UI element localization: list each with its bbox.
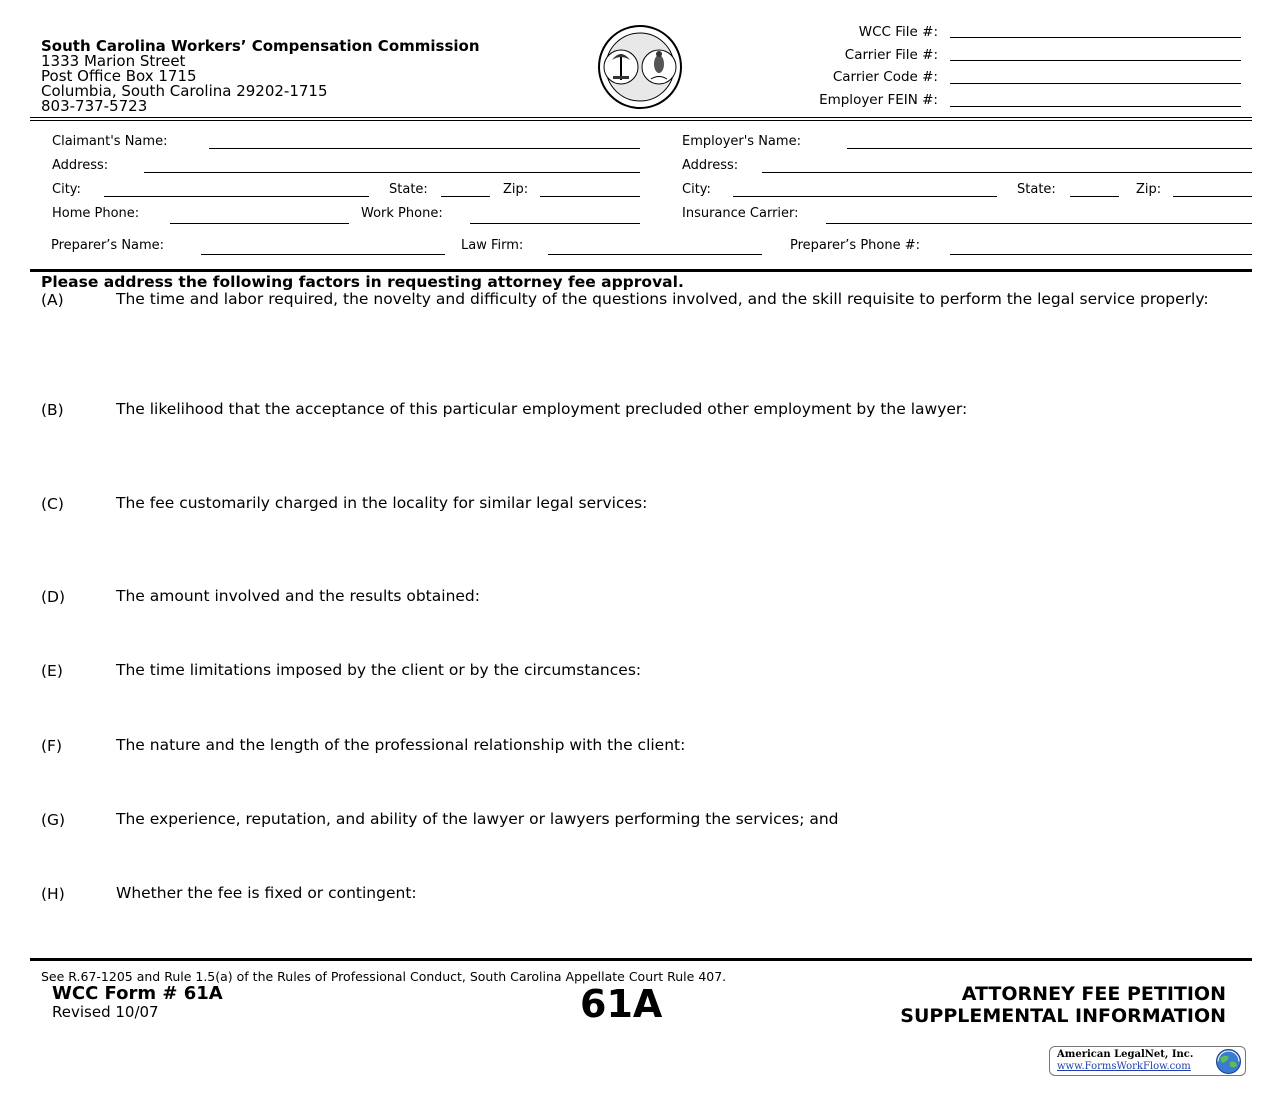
factor-f-text: The nature and the length of the professional relationship with the client: — [116, 736, 686, 754]
vendor-url[interactable]: www.FormsWorkFlow.com — [1057, 1061, 1191, 1072]
state-seal-icon — [572, 24, 708, 110]
wcc-file-label: WCC File #: — [858, 24, 938, 40]
employer-address-field[interactable] — [762, 172, 1252, 173]
employer-zip-label: Zip: — [1136, 182, 1162, 197]
claimant-zip-field[interactable] — [540, 196, 640, 197]
claimant-home-phone-field[interactable] — [170, 223, 349, 224]
claimant-home-phone-label: Home Phone: — [52, 206, 140, 221]
factor-e-text: The time limitations imposed by the client or by the circumstances: — [116, 661, 642, 679]
claimant-city-label: City: — [52, 182, 81, 197]
employer-name-label: Employer's Name: — [682, 134, 801, 149]
employer-state-label: State: — [1017, 182, 1056, 197]
claimant-work-phone-label: Work Phone: — [361, 206, 443, 221]
carrier-file-label: Carrier File #: — [844, 47, 938, 63]
employer-name-field[interactable] — [847, 148, 1252, 149]
factor-a-text: The time and labor required, the novelty and difficulty of the questions involved, and the skill requisite to perform the legal service properly: — [116, 290, 1209, 308]
preparer-phone-label: Preparer’s Phone #: — [790, 238, 920, 253]
preparer-phone-field[interactable] — [950, 254, 1252, 255]
vendor-logo[interactable] — [1049, 1046, 1246, 1076]
factor-h-letter: (H) — [41, 885, 65, 903]
factor-f-letter: (F) — [41, 737, 63, 755]
preparer-name-field[interactable] — [201, 254, 445, 255]
factor-d-letter: (D) — [41, 588, 66, 606]
claimant-address-label: Address: — [52, 158, 109, 173]
claimant-city-field[interactable] — [104, 196, 369, 197]
claimant-address-field[interactable] — [144, 172, 640, 173]
factor-h-text: Whether the fee is fixed or contingent: — [116, 884, 417, 902]
org-address-city: Columbia, South Carolina 29202-1715 — [41, 82, 328, 100]
factors-title: Please address the following factors in requesting attorney fee approval. — [41, 273, 684, 291]
factor-c-letter: (C) — [41, 495, 64, 513]
employer-zip-field[interactable] — [1173, 196, 1252, 197]
claimant-zip-label: Zip: — [503, 182, 529, 197]
insurance-carrier-label: Insurance Carrier: — [682, 206, 799, 221]
org-address-street: 1333 Marion Street — [41, 52, 186, 70]
factor-e-letter: (E) — [41, 662, 63, 680]
claimant-state-field[interactable] — [441, 196, 490, 197]
form-title-line2: SUPPLEMENTAL INFORMATION — [900, 1005, 1226, 1027]
form-big-number: 61A — [580, 982, 663, 1026]
employer-fein-field[interactable] — [950, 106, 1241, 107]
form-number: WCC Form # 61A — [52, 983, 223, 1004]
law-firm-field[interactable] — [548, 254, 762, 255]
wcc-file-field[interactable] — [950, 37, 1241, 38]
factor-d-text: The amount involved and the results obtained: — [116, 587, 480, 605]
employer-city-label: City: — [682, 182, 711, 197]
claimant-name-field[interactable] — [209, 148, 640, 149]
rules-footnote: See R.67-1205 and Rule 1.5(a) of the Rules of Professional Conduct, South Carolina Appellate Court Rule 407. — [41, 969, 727, 984]
carrier-code-label: Carrier Code #: — [832, 69, 938, 85]
form-title-line1: ATTORNEY FEE PETITION — [961, 983, 1226, 1005]
factor-g-text: The experience, reputation, and ability of the lawyer or lawyers performing the services; and — [116, 810, 839, 828]
employer-state-field[interactable] — [1070, 196, 1119, 197]
revised-date: Revised 10/07 — [52, 1003, 159, 1021]
claimant-work-phone-field[interactable] — [470, 223, 640, 224]
employer-address-label: Address: — [682, 158, 739, 173]
vendor-name: American LegalNet, Inc. — [1057, 1049, 1194, 1060]
factor-g-letter: (G) — [41, 811, 66, 829]
factor-c-text: The fee customarily charged in the locality for similar legal services: — [116, 494, 648, 512]
header-divider — [30, 117, 1252, 118]
header-divider-2 — [30, 120, 1252, 121]
preparer-name-label: Preparer’s Name: — [51, 238, 165, 253]
insurance-carrier-field[interactable] — [826, 223, 1252, 224]
factor-a-letter: (A) — [41, 291, 64, 309]
factor-b-text: The likelihood that the acceptance of this particular employment precluded other employment by the lawyer: — [116, 400, 968, 418]
claimant-state-label: State: — [389, 182, 428, 197]
employer-fein-label: Employer FEIN #: — [819, 92, 938, 108]
org-address-pobox: Post Office Box 1715 — [41, 67, 197, 85]
org-name: South Carolina Workers’ Compensation Commission — [41, 37, 480, 55]
carrier-code-field[interactable] — [950, 83, 1241, 84]
globe-icon — [1215, 1048, 1242, 1075]
carrier-file-field[interactable] — [950, 60, 1241, 61]
org-phone: 803-737-5723 — [41, 97, 148, 115]
claimant-name-label: Claimant's Name: — [52, 134, 168, 149]
factor-b-letter: (B) — [41, 401, 64, 419]
law-firm-label: Law Firm: — [461, 238, 524, 253]
section-divider — [30, 269, 1252, 272]
footer-divider — [30, 958, 1252, 961]
employer-city-field[interactable] — [733, 196, 997, 197]
